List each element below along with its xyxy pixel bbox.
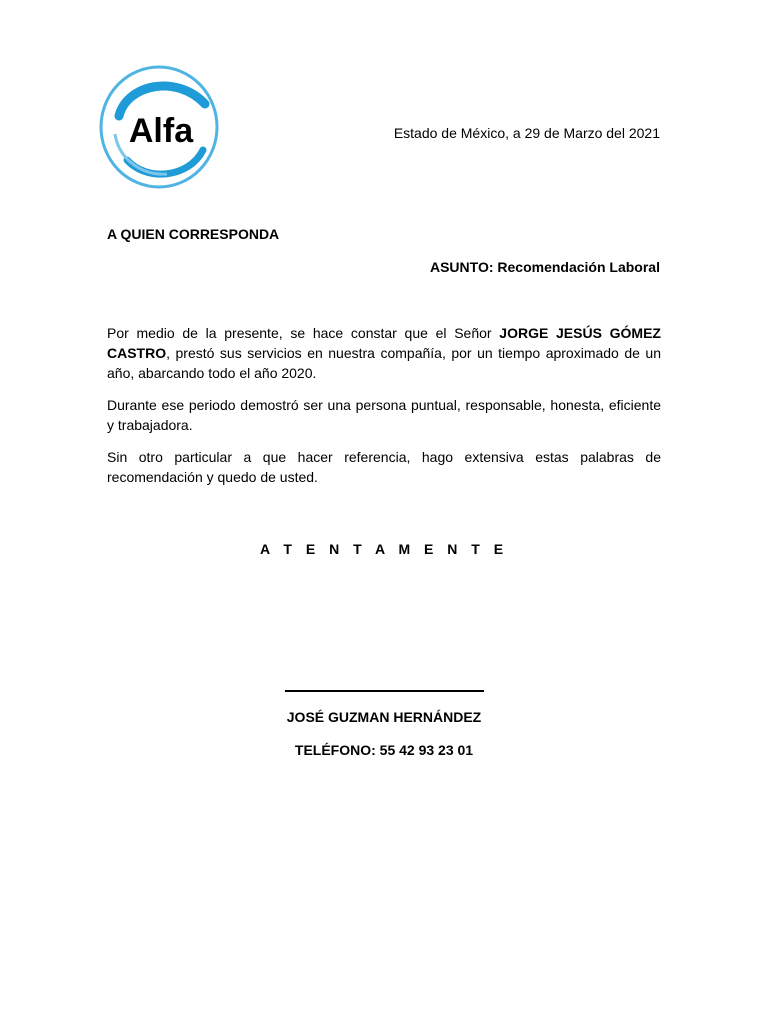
paragraph-3: Sin otro particular a que hacer referencia, hago extensiva estas palabras de recomendación y quedo de usted. xyxy=(107,449,661,485)
letter-body xyxy=(107,323,661,499)
closing: A T E N T A M E N T E xyxy=(259,541,509,557)
alfa-logo xyxy=(97,64,221,190)
greeting: A QUIEN CORRESPONDA xyxy=(107,226,280,242)
subject-line: ASUNTO: Recomendación Laboral xyxy=(429,259,660,275)
paragraph-1 xyxy=(107,323,661,383)
paragraph-2: Durante ese periodo demostró ser una persona puntual, responsable, honesta, eficiente y trabajadora. xyxy=(107,397,661,433)
signature-line xyxy=(285,690,484,692)
paragraph-1-rest: , prestó sus servicios en nuestra compañía, por un tiempo aproximado de un año, abarcando todo el año 2020. xyxy=(107,345,661,381)
date-line: Estado de México, a 29 de Marzo del 2021 xyxy=(393,125,660,141)
paragraph-1-intro: Por medio de la presente, se hace constar que el Señor xyxy=(107,325,500,341)
signer-name: JOSÉ GUZMAN HERNÁNDEZ xyxy=(286,709,482,725)
employee-name: JORGE JESÚS GÓMEZ CASTRO xyxy=(107,325,661,361)
signer-phone: TELÉFONO: 55 42 93 23 01 xyxy=(294,742,474,758)
logo-text: Alfa xyxy=(128,112,194,150)
